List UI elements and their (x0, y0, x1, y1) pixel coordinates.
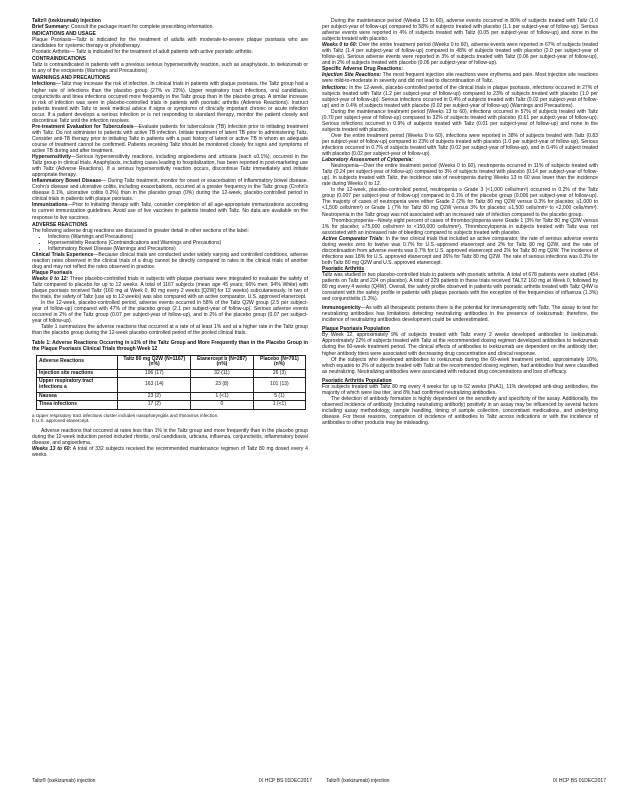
table-cell: Injection site reactions (37, 369, 118, 378)
table-cell: Tinea infections (37, 401, 118, 410)
infections-12wk-label: Infections: (322, 84, 348, 91)
injection-site-label: Injection Site Reactions: (322, 72, 382, 79)
immunogenicity-label: Immunogenicity (322, 305, 361, 312)
neutropenia-grade-paragraph: In the 12-week, placebo-controlled period, neutropenia ≥ Grade 3 (<1,000 cells/mm³) occurred in 0.2% of the Taltz group (0.007 per subject-year of follow-up) compared to 0.1% of the placebo group (0.006 per subject-year of follow-up). The majority of cases of neutropenia were either Grade 2 (2% for Taltz 80 mg Q2W versus 0.3% for placebo; ≥1,000 to <1,500 cells/mm³) or Grade 1 (7% for Taltz 80 mg Q2W versus 3% for placebo; ≥1,500 cells/mm³ to <2,000 cells/mm³). Neutropenia in the Taltz group was not associated with an increased rate of infection compared to the placebo group. (322, 187, 598, 218)
plaque-psoriasis-heading: Plaque Psoriasis (32, 269, 73, 276)
footer-right (326, 778, 606, 784)
hypersensitivity-paragraph (32, 154, 308, 178)
table-cell: 163 (14) (118, 378, 191, 392)
tuberculosis-paragraph (32, 124, 308, 154)
footer-code: IX HCP BS 01DEC2017 (258, 778, 312, 784)
thrombocytopenia-paragraph: Thrombocytopenia—Ninety eight percent of cases of thrombocytopenia were Grade 1 (3% for Taltz 80 mg Q2W versus 1% for placebo; ≥75,000 cells/mm³ to <150,000 cells/mm³). Thrombocytopenia in subjects treated with Taltz was not associated with an increased rate of bleeding compared to subjects treated with placebo. (322, 217, 598, 236)
arthritis-population-paragraph-2: The detection of antibody formation is highly dependent on the sensitivity and specificity of the assay. Additionally, the observed incidence of antibody (including neutralizing antibody) positivity in an assay may be influenced by several factors including assay methodology, sample handling, timing of sample collection, concomitant medications, and underlying disease. For these reasons, comparison of incidence of antibodies to Taltz across indications or with the incidence of antibodies to other products may be misleading. (322, 395, 598, 427)
hypersensitivity-text: —Serious hypersensitivity reactions, including angioedema and urticaria (each ≤0.1%), occurred in the Taltz group in clinical trials. Anaphylaxis, including cases leading to hospitalization, has been reported in post-marketing use with Taltz (Adverse Reactions). If a serious hypersensitivity reaction occurs, discontinue Taltz immediately and initiate appropriate therapy. (32, 154, 308, 179)
indication-psoriatic-arthritis: Psoriatic Arthritis— Taltz is indicated for the treatment of adult patients with active psoriatic arthritis. (32, 49, 253, 56)
right-column (322, 18, 598, 458)
list-item: • Hypersensitivity Reactions (Contraindications and Warnings and Precautions) (48, 240, 308, 246)
brief-label: Brief Summary: (32, 24, 70, 31)
weeks-0-60-paragraph (322, 42, 598, 66)
weeks-0-12-label: Weeks 0 to 12: (32, 275, 69, 282)
table-cell: 1 (<1) (191, 392, 254, 401)
weeks-13-60-paragraph (32, 446, 308, 458)
adverse-reactions-heading: ADVERSE REACTIONS (32, 221, 88, 228)
clinical-trials-paragraph (32, 252, 308, 270)
table-cell: 101 (13) (253, 378, 305, 392)
table-cell: 0 (191, 401, 254, 410)
ibd-text: — During Taltz treatment, monitor for onset or exacerbation of inflammatory bowel disease. Crohn's disease and ulcerative colitis, including exacerbations, occurred at a greater frequency in the Taltz group (Crohn's disease 0.1%, ulcerative colitis 0.2%) than in the placebo group (0%) during the 12-week, placebo-controlled period in clinical trials in patients with plaque psoriasis. (32, 178, 308, 203)
psoriatic-arthritis-text: Taltz was studied in two placebo-controlled trials in patients with psoriatic arthritis. A total of 678 patients were studied (454 patients on Taltz and 224 on placebo). A total of 229 patients in these trials received TALTZ 160 mg at Week 0, followed by 80 mg every 4 weeks (Q4W). Overall, the safety profile observed in patients with psoriatic arthritis treated with Taltz Q4W is consistent with the safety profile in patients with plaque psoriasis with the exception of the frequencies of influenza (1.3%) and conjunctivitis (1.3%). (322, 271, 598, 303)
table-footnote-b: b U.S. approved etanercept. (32, 418, 90, 424)
table-row (37, 369, 306, 378)
table-cell: 5 (1) (253, 392, 305, 401)
weeks-13-60-label: Weeks 13 to 60: (32, 446, 72, 453)
table-header-cell: Adverse Reactions (37, 355, 118, 369)
footer-product: Taltz® (ixekizumab) injection (32, 778, 96, 784)
table-cell: 1 (<1) (253, 401, 305, 410)
list-item: • Infections (Warnings and Precautions) (48, 234, 308, 240)
page-footer (32, 778, 606, 784)
weeks-0-12-paragraph-3: Table 1 summarizes the adverse reactions that occurred at a rate of at least 1% and at a higher rate in the Taltz group than the placebo group during the 12-week placebo-controlled period of the pooled clinical trials. (32, 324, 308, 337)
table-cell: 26 (3) (253, 369, 305, 378)
adverse-reactions-table (36, 355, 306, 410)
ibd-paragraph (32, 178, 308, 202)
neutropenia-paragraph: Neutropenia—Over the entire treatment period (Weeks 0 to 60), neutropenia occurred in 11% of subjects treated with Taltz (0.24 per subject-year of follow-up) compared to 3% of subjects treated with placebo (0.14 per subject-year of follow-up). In subjects treated with Taltz, the incidence rate of neutropenia during Weeks 13 to 60 was lower than the incidence rate during Weeks 0 to 12. (322, 163, 598, 188)
infections-maintenance-paragraph: During the maintenance treatment period (Weeks 13 to 60), infections occurred in 57% of subjects treated with Taltz (0.70 per subject-year of follow-up) compared to 32% of subjects treated with placebo (0.61 per subject-year of follow-up). Serious infections occurred in 0.9% of subjects treated with Taltz (0.01 per subject-year of follow-up) and none in the subjects treated with placebo. (322, 108, 598, 133)
footer-left (32, 778, 312, 784)
immunogenicity-text: —As with all therapeutic proteins there is the potential for immunogenicity with Taltz. The assay to test for neutralizing antibodies has limitations detecting neutralizing antibodies in the presence of ixekizumab; therefore, the incidence of neutralizing antibodies development could be underestimated. (322, 305, 598, 324)
doc-title: Taltz® (ixekizumab) injection (32, 18, 101, 24)
table-header-cell: Placebo (N=791) (n%) (253, 355, 305, 369)
infections-paragraph (32, 81, 308, 123)
active-comparator-text: : In the two clinical trials that included an active comparator, the rate of serious adverse events during weeks zero to twelve was 0.7% for U.S.-approved etanercept and 2% for Taltz 80 mg Q2W, and the rate of discontinuation from adverse events was 0.7% for U.S. approved etanercept and 2% for Taltz 80 mg Q2W. The incidence of infections was 18% for U.S. approved etanercept and 26% for Taltz 80 mg Q2W. The rate of serious infections was 0.3% for both Taltz 80 mg Q2W and U.S. approved etanercept. (322, 235, 598, 266)
tuberculosis-label: Pre-treatment Evaluation for Tuberculosis (32, 123, 134, 130)
table-cell: 32 (11) (191, 369, 254, 378)
table-header-cell: Etanercept b (N=287) (n%) (191, 355, 254, 369)
injection-site-text: The most frequent injection site reactions were erythema and pain. Most injection site reactions were mild-to-moderate in severity and did not lead to discontinuation of Taltz. (322, 72, 598, 85)
clinical-trials-text: —Because clinical trials are conducted under widely varying and controlled conditions, adverse reaction rates observed in the clinical trials of a drug cannot be directly compared to rates in the clinical trials of another drug and may not reflect the rates observed in practice. (32, 251, 308, 270)
weeks-0-12-text: Three placebo-controlled trials in subjects with plaque psoriasis were integrated to evaluate the safety of Taltz compared to placebo for up to 12 weeks. A total of 1167 subjects (mean age 45 years; 66% men; 94% White) with plaque psoriasis received Taltz (160 mg at Week 0, 80 mg every 2 weeks [Q2W] for 12 weeks) subcutaneously. In two of the trials, the safety of Taltz (use up to 12 weeks) was also compared with an active comparator, U.S. approved etanercept. (32, 275, 308, 301)
cytopenia-heading: Laboratory Assessment of Cytopenia: (322, 157, 413, 164)
indications-heading: INDICATIONS AND USAGE (32, 31, 96, 38)
clinical-trials-label: Clinical Trials Experience (32, 251, 94, 258)
arthritis-population-paragraph-1: For subjects treated with Taltz 80 mg every 4 weeks for up to 52 weeks (PsA1), 11% developed anti-drug antibodies, the majority of which were low titer, and 8% had confirmed neutralizing antibodies. (322, 383, 598, 396)
immunogenicity-paragraph (322, 305, 598, 323)
left-column (32, 18, 308, 458)
table-row (37, 401, 306, 410)
tuberculosis-text: —Evaluate patients for tuberculosis (TB) infection prior to initiating treatment with Taltz. Do not administer to patients with active TB infection. Initiate treatment of latent TB prior to administering Taltz. Consider anti-TB therapy prior to initiating Taltz in patients with a past history of latent or active TB in whom an adequate course of treatment cannot be confirmed. Patients receiving Taltz should be monitored closely for signs and symptoms of active TB during and after treatment. (32, 123, 308, 154)
table-header-cell: Taltz 80 mg Q2W (N=1167) (n%) (118, 355, 191, 369)
table-row (37, 378, 306, 392)
table-cell: 23 (2) (118, 392, 191, 401)
table-caption: Table 1: Adverse Reactions Occurring in ≥1% of the Taltz Group and More Frequently than in the Placebo Group in the Plaque Psoriasis Clinical Trials through Week 12 (32, 340, 308, 353)
hypersensitivity-label: Hypersensitivity (32, 154, 71, 161)
adverse-reactions-list (32, 234, 308, 252)
immunizations-label: Immunizations (32, 202, 68, 209)
maintenance-paragraph: During the maintenance period (Weeks 13 to 60), adverse events occurred in 80% of subjects treated with Taltz (1.0 per subject-year of follow-up) compared to 58% of subjects treated with placebo (1.1 per subject-year of follow-up). Serious adverse events were reported in 4% of subjects treated with Taltz (0.05 per subject-year of follow-up) and none in the subjects treated with placebo. (322, 18, 598, 43)
weeks-0-12-paragraph (32, 276, 308, 300)
plaque-population-paragraph-1: By Week 12, approximately 9% of subjects treated with Taltz every 2 weeks developed antibodies to ixekizumab. Approximately 22% of subjects treated with Taltz at the recommended dosing regimen developed antibodies to ixekizumab during the 60-week treatment period. The clinical effects of antibodies to ixekizumab are dependent on the antibody titer; higher antibody titers were associated with decreasing drug concentration and clinical response. (322, 332, 598, 357)
infections-label: Infections (32, 81, 56, 88)
list-item: • Inflammatory Bowel Disease (Warnings and Precautions) (48, 246, 308, 252)
weeks-0-60-text: Over the entire treatment period (Weeks 0 to 60), adverse events were reported in 67% of subjects treated with Taltz (1.4 per subject-year of follow-up) compared to 48% of subjects treated with placebo (2.0 per subject-year of follow-up). Serious adverse events were reported in 3% of subjects treated with Taltz (0.06 per subject-year of follow-up), and in 2% of subjects treated with placebo (0.06 per subject-year of follow-up). (322, 42, 598, 67)
after-table-paragraph: Adverse reactions that occurred at rates less than 1% in the Taltz group and more frequently than in the placebo group during the 12-week induction period included rhinitis, oral candidiasis, urticaria, influenza, conjunctivitis, inflammatory bowel disease, and angioedema. (32, 427, 308, 446)
infections-12wk-text: In the 12-week, placebo-controlled period of the clinical trials in plaque psoriasis, infections occurred in 27% of subjects treated with Taltz (1.2 per subject-year of follow-up) compared to 23% of subjects treated with placebo (1.0 per subject-year of follow-up). Serious infections occurred in 0.4% of subjects treated with Taltz (0.02 per subject-year of follow-up) and in 0.4% of subjects treated with placebo (0.02 per subject-year of follow-up) (Warnings and Precautions). (322, 84, 598, 109)
indication-plaque-psoriasis: Plaque Psoriasis—Taltz is indicated for the treatment of adults with moderate-to-severe plaque psoriasis who are candidates for systemic therapy or phototherapy. (32, 37, 308, 50)
table-row (37, 392, 306, 401)
table-footnote-a: a Upper respiratory tract infections cluster includes nasopharyngitis and rhinovirus infection. (32, 412, 219, 418)
table-cell: 196 (17) (118, 369, 191, 378)
contraindications-heading: CONTRAINDICATIONS (32, 56, 87, 63)
table-header-row (37, 355, 306, 369)
active-comparator-label: Active Comparator Trials (322, 235, 383, 242)
warnings-heading: WARNINGS AND PRECAUTIONS (32, 75, 111, 82)
table-cell: 23 (8) (191, 378, 254, 392)
infections-12wk-paragraph (322, 85, 598, 109)
weeks-13-60-text: A total of 332 subjects received the recommended maintenance regimen of Taltz 80 mg dosed every 4 weeks. (32, 446, 308, 459)
plaque-population-paragraph-2: Of the subjects who developed antibodies to ixekizumab during the 60-week treatment period, approximately 10%, which equates to 2% of subjects treated with Taltz at the recommended dosing regimen, had antibodies that were classified as neutralizing. Neutralizing antibodies were associated with reduced drug concentrations and loss of efficacy. (322, 356, 598, 375)
immunizations-text: —Prior to initiating therapy with Taltz, consider completion of all age-appropriate immunizations according to current immunization guidelines. Avoid use of live vaccines in patients treated with Taltz. No data are available on the response to live vaccines. (32, 202, 308, 221)
active-comparator-paragraph (322, 236, 598, 266)
brief-text: Consult the package insert for complete prescribing information. (69, 24, 214, 31)
footer-code: IX HCP BS 01DEC2017 (552, 778, 606, 784)
adverse-reactions-intro: The following adverse drug reactions are discussed in greater detail in other sections of the label: (32, 227, 249, 234)
ibd-label: Inflammatory Bowel Disease (32, 178, 102, 185)
immunizations-paragraph (32, 202, 308, 220)
arthritis-population-heading: Psoriatic Arthritis Population (322, 377, 392, 384)
injection-site-paragraph (322, 72, 598, 84)
footer-product: Taltz® (ixekizumab) injection (326, 778, 390, 784)
table-cell: Upper respiratory tract infections a (37, 378, 118, 392)
infections-entire-paragraph: Over the entire treatment period (Weeks 0 to 60), infections were reported in 38% of subjects treated with Taltz (0.83 per subject-year of follow-up) compared to 23% of subjects treated with placebo (1.0 per subject-year of follow-up). Serious infections occurred in 0.7% of subjects treated with Taltz (0.02 per subject-year of follow-up), and in 0.4% of subject treated with placebo (0.02 per subject-year of follow-up). (322, 132, 598, 158)
plaque-population-heading: Plaque Psoriasis Population (322, 326, 390, 333)
infections-text: —Taltz may increase the risk of infection. In clinical trials in patients with plaque psoriasis, the Taltz group had a higher rate of infections than the placebo group (27% vs 23%). Upper respiratory tract infections, oral candidiasis, conjunctivitis and tinea infections occurred more frequently in the Taltz group than in the placebo group. A similar increase in risk of infection was seen in placebo-controlled trials in patients with psoriatic arthritis (Adverse Reactions). Instruct patients treated with Taltz to seek medical advice if signs or symptoms of clinically important chronic or acute infection occur. If a patient develops a serious infection or is not responding to standard therapy, monitor the patient closely and discontinue Taltz until the infection resolves. (32, 81, 308, 124)
brief-summary (32, 24, 308, 30)
psoriatic-arthritis-heading: Psoriatic Arthritis (322, 265, 365, 272)
contraindications-text: Taltz is contraindicated in patients with a previous serious hypersensitivity reaction, such as anaphylaxis, to ixekizumab or to any of the excipients (Warnings and Precautions) (32, 62, 308, 75)
weeks-0-60-label: Weeks 0 to 60: (322, 42, 358, 49)
table-cell: 17 (2) (118, 401, 191, 410)
specific-adr-heading: Specific Adverse Drug Reactions: (322, 66, 403, 73)
table-cell: Nausea (37, 392, 118, 401)
weeks-0-12-paragraph-2: In the 12-week, placebo-controlled period, adverse events occurred in 58% of the Taltz Q2W group (2.5 per subject-year of follow-up) compared with 47% of the placebo group (2.1 per subject-year of follow-up). Serious adverse events occurred in 2% of the Taltz group (0.07 per subject-year of follow-up), and in 2% of the placebo group (0.07 per subject-year of follow-up). (32, 300, 308, 325)
